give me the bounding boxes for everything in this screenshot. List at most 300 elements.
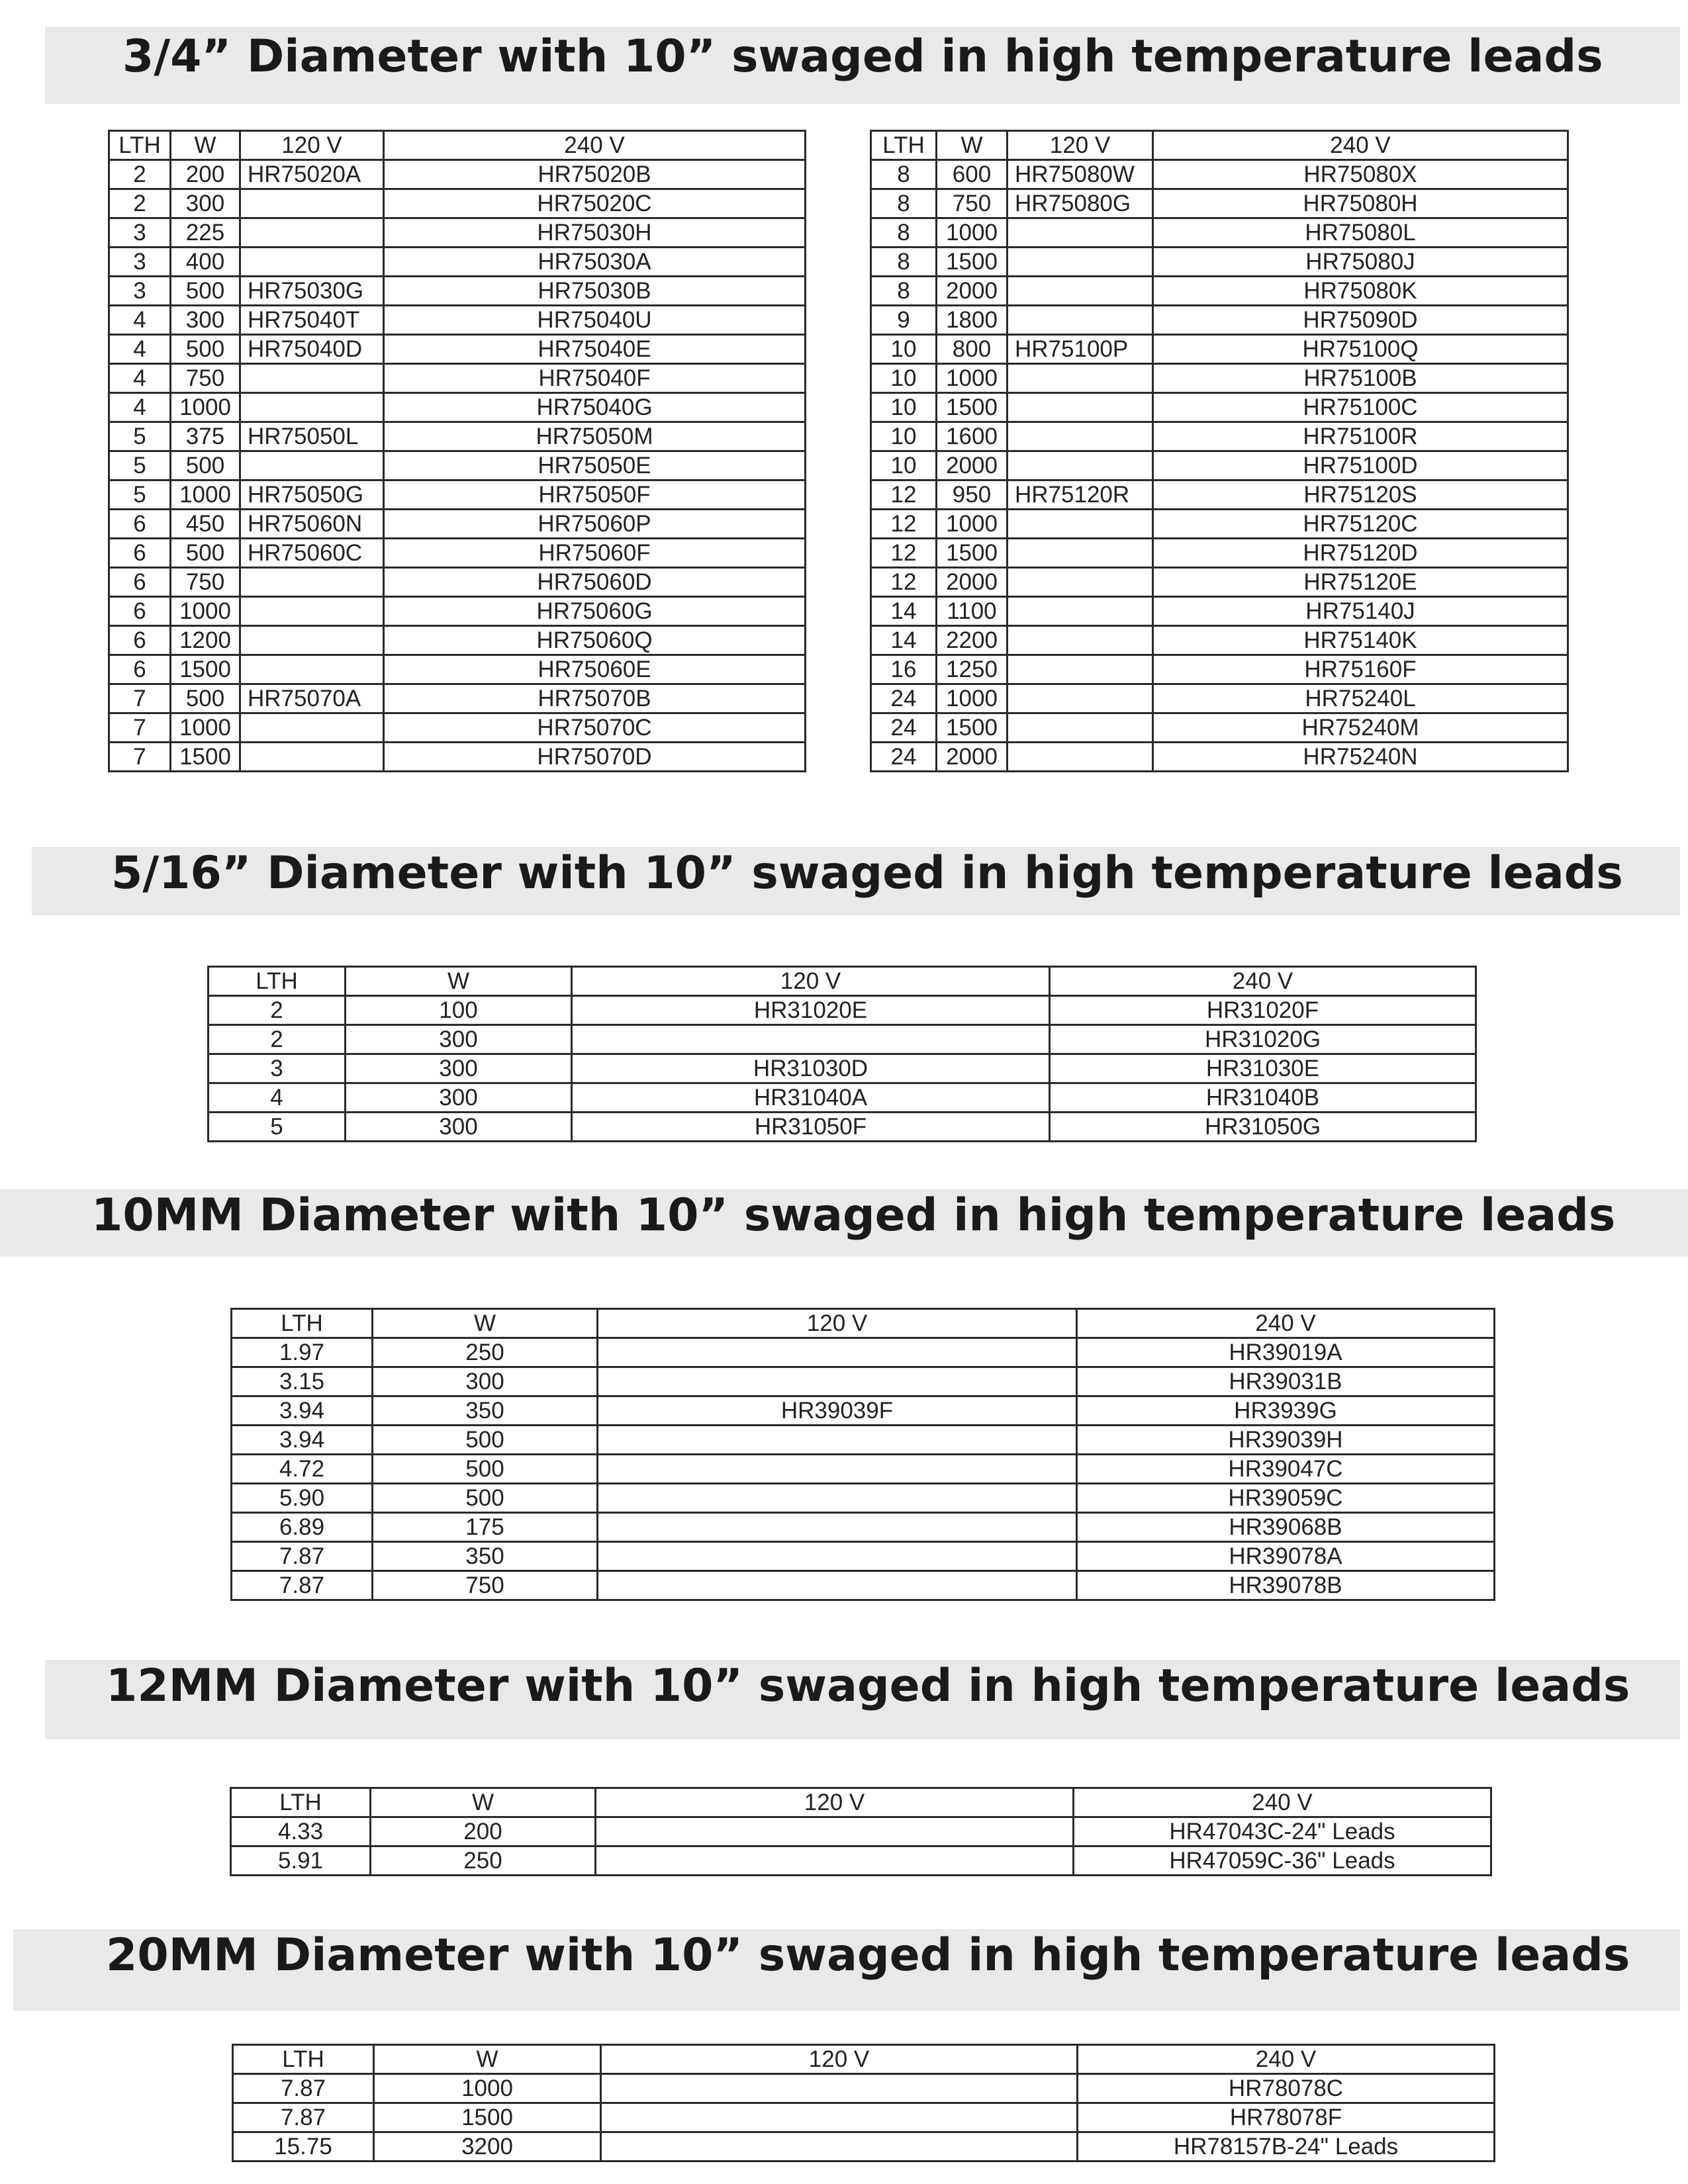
cell-120v-part (240, 626, 384, 655)
cell-length: 3 (109, 218, 171, 248)
cell-120v-part (598, 1426, 1077, 1455)
cell-240v-part: HR75030B (384, 277, 806, 306)
cell-240v-part: HR75070C (384, 713, 806, 743)
cell-length: 5 (109, 451, 171, 480)
cell-120v-part (1008, 364, 1153, 393)
cell-length: 6 (109, 597, 171, 626)
table-row (231, 1846, 1491, 1876)
cell-240v-part: HR31050G (1050, 1113, 1476, 1142)
cell-120v-part (240, 743, 384, 772)
cell-240v-part: HR75120C (1153, 510, 1568, 539)
cell-240v-part: HR75120D (1153, 539, 1568, 568)
cell-watts: 600 (937, 160, 1008, 189)
cell-120v-part (240, 189, 384, 218)
column-header: 240 V (1074, 1788, 1491, 1817)
table-row (871, 684, 1568, 713)
cell-watts: 1250 (937, 655, 1008, 684)
cell-watts: 2000 (937, 568, 1008, 597)
cell-watts: 1000 (171, 597, 240, 626)
table-row (109, 655, 806, 684)
cell-240v-part: HR75020B (384, 160, 806, 189)
cell-watts: 1000 (937, 218, 1008, 248)
cell-length: 16 (871, 655, 937, 684)
cell-240v-part: HR31020F (1050, 996, 1476, 1025)
cell-length: 24 (871, 743, 937, 772)
cell-240v-part: HR75100Q (1153, 335, 1568, 364)
table-row (232, 1338, 1495, 1367)
cell-120v-part (572, 1025, 1050, 1054)
cell-120v-part (1008, 713, 1153, 743)
cell-240v-part: HR75030H (384, 218, 806, 248)
table-row (232, 1513, 1495, 1542)
cell-240v-part: HR47043C-24" Leads (1074, 1817, 1491, 1846)
cell-watts: 400 (171, 248, 240, 277)
cell-watts: 1000 (937, 684, 1008, 713)
cell-watts: 3200 (374, 2132, 601, 2161)
cell-240v-part: HR75030A (384, 248, 806, 277)
table-row (232, 1396, 1495, 1426)
column-header: 240 V (384, 131, 806, 160)
cell-240v-part: HR47059C-36" Leads (1074, 1846, 1491, 1876)
cell-length: 8 (871, 248, 937, 277)
column-header: LTH (209, 967, 346, 996)
cell-watts: 1500 (374, 2103, 601, 2132)
table-row (109, 422, 806, 451)
cell-length: 8 (871, 160, 937, 189)
table-header-row (871, 131, 1568, 160)
cell-240v-part: HR39078B (1077, 1571, 1495, 1600)
cell-240v-part: HR75100R (1153, 422, 1568, 451)
cell-240v-part: HR75160F (1153, 655, 1568, 684)
cell-watts: 1000 (171, 393, 240, 422)
cell-length: 5 (109, 422, 171, 451)
cell-length: 24 (871, 684, 937, 713)
cell-120v-part (1008, 539, 1153, 568)
cell-length: 12 (871, 539, 937, 568)
table-12mm (230, 1787, 1492, 1876)
cell-watts: 300 (171, 306, 240, 335)
cell-240v-part: HR75240M (1153, 713, 1568, 743)
cell-length: 4 (109, 393, 171, 422)
cell-watts: 500 (171, 451, 240, 480)
cell-length: 15.75 (233, 2132, 374, 2161)
cell-120v-part (1008, 684, 1153, 713)
cell-120v-part (596, 1846, 1074, 1876)
cell-watts: 300 (346, 1025, 572, 1054)
cell-120v-part: HR75080G (1008, 189, 1153, 218)
column-header: 120 V (596, 1788, 1074, 1817)
table-header-row (209, 967, 1476, 996)
cell-120v-part (598, 1513, 1077, 1542)
table-row (232, 1571, 1495, 1600)
table-row (871, 306, 1568, 335)
table-row (232, 1367, 1495, 1396)
table-row (232, 1484, 1495, 1513)
cell-watts: 800 (937, 335, 1008, 364)
cell-240v-part: HR39047C (1077, 1455, 1495, 1484)
cell-watts: 1100 (937, 597, 1008, 626)
table-row (209, 1025, 1476, 1054)
cell-240v-part: HR75060E (384, 655, 806, 684)
cell-240v-part: HR31020G (1050, 1025, 1476, 1054)
cell-120v-part (1008, 277, 1153, 306)
cell-240v-part: HR75060D (384, 568, 806, 597)
cell-120v-part (598, 1367, 1077, 1396)
cell-120v-part: HR31030D (572, 1054, 1050, 1083)
cell-watts: 750 (937, 189, 1008, 218)
table-row (109, 568, 806, 597)
table-row (109, 277, 806, 306)
cell-240v-part: HR75120S (1153, 480, 1568, 510)
cell-120v-part (596, 1817, 1074, 1846)
cell-watts: 300 (346, 1113, 572, 1142)
cell-240v-part: HR75070B (384, 684, 806, 713)
cell-length: 10 (871, 451, 937, 480)
cell-240v-part: HR75040U (384, 306, 806, 335)
cell-120v-part (598, 1338, 1077, 1367)
cell-watts: 500 (373, 1426, 598, 1455)
cell-length: 3.94 (232, 1396, 373, 1426)
cell-watts: 200 (371, 1817, 596, 1846)
column-header: 120 V (1008, 131, 1153, 160)
cell-240v-part: HR39059C (1077, 1484, 1495, 1513)
cell-length: 5 (109, 480, 171, 510)
cell-120v-part: HR31050F (572, 1113, 1050, 1142)
table-row (871, 568, 1568, 597)
cell-240v-part: HR78078F (1078, 2103, 1495, 2132)
cell-watts: 300 (373, 1367, 598, 1396)
column-header: LTH (233, 2045, 374, 2074)
cell-240v-part: HR75050E (384, 451, 806, 480)
table-row (209, 996, 1476, 1025)
cell-watts: 2000 (937, 743, 1008, 772)
cell-length: 7.87 (233, 2103, 374, 2132)
cell-240v-part: HR75120E (1153, 568, 1568, 597)
cell-120v-part (598, 1571, 1077, 1600)
table-row (871, 160, 1568, 189)
cell-120v-part (1008, 655, 1153, 684)
cell-120v-part (240, 393, 384, 422)
cell-120v-part (1008, 218, 1153, 248)
column-header: W (371, 1788, 596, 1817)
table-3-4-right (870, 130, 1569, 772)
cell-watts: 300 (346, 1083, 572, 1113)
cell-length: 4 (109, 335, 171, 364)
column-header: LTH (231, 1788, 371, 1817)
cell-240v-part: HR39078A (1077, 1542, 1495, 1571)
cell-length: 10 (871, 364, 937, 393)
cell-watts: 500 (171, 539, 240, 568)
table-row (871, 218, 1568, 248)
table-row (209, 1113, 1476, 1142)
column-header: 240 V (1050, 967, 1476, 996)
heading-5-16-inch: 5/16” Diameter with 10” swaged in high temperature leads (111, 847, 1623, 899)
cell-length: 6 (109, 655, 171, 684)
cell-120v-part (598, 1542, 1077, 1571)
column-header: W (374, 2045, 601, 2074)
cell-watts: 1500 (937, 713, 1008, 743)
table-row (871, 189, 1568, 218)
table-row (871, 451, 1568, 480)
cell-length: 6 (109, 539, 171, 568)
table-row (109, 451, 806, 480)
cell-120v-part (598, 1455, 1077, 1484)
cell-watts: 350 (373, 1396, 598, 1426)
cell-watts: 300 (171, 189, 240, 218)
table-row (871, 335, 1568, 364)
table-row (871, 510, 1568, 539)
cell-240v-part: HR75060F (384, 539, 806, 568)
column-header: 240 V (1078, 2045, 1495, 2074)
cell-120v-part: HR75120R (1008, 480, 1153, 510)
cell-240v-part: HR75020C (384, 189, 806, 218)
cell-240v-part: HR75040F (384, 364, 806, 393)
column-header: 240 V (1077, 1309, 1495, 1338)
cell-watts: 500 (373, 1484, 598, 1513)
cell-240v-part: HR78078C (1078, 2074, 1495, 2103)
cell-length: 14 (871, 597, 937, 626)
cell-length: 3.94 (232, 1426, 373, 1455)
table-row (109, 189, 806, 218)
heading-12mm: 12MM Diameter with 10” swaged in high temperature leads (106, 1660, 1630, 1712)
table-row (109, 306, 806, 335)
table-row (871, 626, 1568, 655)
cell-120v-part: HR75060N (240, 510, 384, 539)
table-row (871, 364, 1568, 393)
table-row (109, 743, 806, 772)
cell-120v-part (601, 2132, 1078, 2161)
cell-240v-part: HR75080K (1153, 277, 1568, 306)
cell-watts: 1500 (937, 248, 1008, 277)
table-row (109, 160, 806, 189)
column-header: LTH (109, 131, 171, 160)
table-row (109, 335, 806, 364)
cell-240v-part: HR75100C (1153, 393, 1568, 422)
cell-length: 1.97 (232, 1338, 373, 1367)
table-row (232, 1455, 1495, 1484)
table-row (871, 597, 1568, 626)
column-header: 120 V (240, 131, 384, 160)
cell-length: 7 (109, 743, 171, 772)
cell-watts: 1500 (171, 655, 240, 684)
cell-watts: 1000 (171, 480, 240, 510)
cell-watts: 1000 (171, 713, 240, 743)
cell-240v-part: HR75040G (384, 393, 806, 422)
column-header: 120 V (601, 2045, 1078, 2074)
cell-length: 4.72 (232, 1455, 373, 1484)
table-header-row (109, 131, 806, 160)
cell-watts: 750 (171, 568, 240, 597)
cell-120v-part: HR31040A (572, 1083, 1050, 1113)
cell-watts: 375 (171, 422, 240, 451)
cell-120v-part (1008, 451, 1153, 480)
cell-120v-part (1008, 422, 1153, 451)
cell-length: 7.87 (233, 2074, 374, 2103)
cell-watts: 1000 (937, 510, 1008, 539)
cell-120v-part (601, 2074, 1078, 2103)
cell-watts: 500 (171, 684, 240, 713)
column-header: LTH (232, 1309, 373, 1338)
cell-watts: 950 (937, 480, 1008, 510)
cell-watts: 500 (171, 277, 240, 306)
cell-120v-part: HR75100P (1008, 335, 1153, 364)
cell-watts: 250 (373, 1338, 598, 1367)
cell-240v-part: HR39068B (1077, 1513, 1495, 1542)
table-row (232, 1426, 1495, 1455)
cell-length: 10 (871, 393, 937, 422)
cell-240v-part: HR75060Q (384, 626, 806, 655)
table-row (109, 539, 806, 568)
cell-length: 8 (871, 277, 937, 306)
cell-120v-part (1008, 568, 1153, 597)
table-row (871, 422, 1568, 451)
cell-watts: 1600 (937, 422, 1008, 451)
table-row (109, 248, 806, 277)
cell-240v-part: HR78157B-24" Leads (1078, 2132, 1495, 2161)
cell-120v-part: HR75040D (240, 335, 384, 364)
cell-length: 3 (109, 248, 171, 277)
cell-length: 2 (109, 189, 171, 218)
table-10mm (230, 1308, 1495, 1601)
heading-3-4-inch: 3/4” Diameter with 10” swaged in high temperature leads (122, 30, 1603, 83)
cell-120v-part (1008, 597, 1153, 626)
cell-watts: 175 (373, 1513, 598, 1542)
cell-120v-part (240, 248, 384, 277)
cell-length: 2 (209, 1025, 346, 1054)
cell-120v-part (1008, 743, 1153, 772)
cell-120v-part (1008, 510, 1153, 539)
cell-240v-part: HR75050M (384, 422, 806, 451)
cell-watts: 750 (171, 364, 240, 393)
column-header: 120 V (598, 1309, 1077, 1338)
cell-240v-part: HR75080J (1153, 248, 1568, 277)
cell-watts: 250 (371, 1846, 596, 1876)
cell-watts: 1500 (171, 743, 240, 772)
cell-120v-part: HR75020A (240, 160, 384, 189)
cell-120v-part (1008, 626, 1153, 655)
cell-watts: 1000 (937, 364, 1008, 393)
heading-20mm: 20MM Diameter with 10” swaged in high temperature leads (106, 1929, 1630, 1981)
cell-120v-part (240, 597, 384, 626)
cell-120v-part (598, 1484, 1077, 1513)
table-row (109, 597, 806, 626)
column-header: W (346, 967, 572, 996)
cell-length: 6 (109, 568, 171, 597)
column-header: W (937, 131, 1008, 160)
cell-240v-part: HR75090D (1153, 306, 1568, 335)
cell-length: 7.87 (232, 1571, 373, 1600)
table-row (109, 364, 806, 393)
cell-240v-part: HR75070D (384, 743, 806, 772)
cell-length: 24 (871, 713, 937, 743)
cell-watts: 500 (171, 335, 240, 364)
cell-watts: 200 (171, 160, 240, 189)
column-header: 240 V (1153, 131, 1568, 160)
cell-120v-part (1008, 248, 1153, 277)
cell-120v-part: HR75080W (1008, 160, 1153, 189)
cell-120v-part: HR75070A (240, 684, 384, 713)
table-20mm (232, 2044, 1495, 2162)
table-row (871, 539, 1568, 568)
table-row (233, 2132, 1495, 2161)
cell-240v-part: HR31040B (1050, 1083, 1476, 1113)
table-row (109, 480, 806, 510)
cell-120v-part (240, 364, 384, 393)
cell-120v-part: HR75050G (240, 480, 384, 510)
cell-length: 3 (209, 1054, 346, 1083)
cell-length: 2 (109, 160, 171, 189)
cell-watts: 1500 (937, 539, 1008, 568)
column-header: LTH (871, 131, 937, 160)
cell-240v-part: HR75080H (1153, 189, 1568, 218)
cell-watts: 1200 (171, 626, 240, 655)
cell-watts: 1000 (374, 2074, 601, 2103)
table-row (232, 1542, 1495, 1571)
cell-120v-part (240, 218, 384, 248)
cell-watts: 750 (373, 1571, 598, 1600)
cell-length: 5.90 (232, 1484, 373, 1513)
table-row (109, 626, 806, 655)
cell-watts: 1500 (937, 393, 1008, 422)
cell-length: 9 (871, 306, 937, 335)
cell-120v-part: HR75040T (240, 306, 384, 335)
table-3-4-left (108, 130, 806, 772)
cell-length: 8 (871, 218, 937, 248)
cell-length: 4 (209, 1083, 346, 1113)
cell-120v-part (601, 2103, 1078, 2132)
table-row (233, 2103, 1495, 2132)
cell-120v-part: HR75030G (240, 277, 384, 306)
cell-240v-part: HR39039H (1077, 1426, 1495, 1455)
cell-240v-part: HR75080L (1153, 218, 1568, 248)
cell-240v-part: HR3939G (1077, 1396, 1495, 1426)
cell-length: 10 (871, 422, 937, 451)
cell-240v-part: HR75040E (384, 335, 806, 364)
table-header-row (233, 2045, 1495, 2074)
table-header-row (232, 1309, 1495, 1338)
table-row (109, 218, 806, 248)
cell-watts: 300 (346, 1054, 572, 1083)
cell-length: 3 (109, 277, 171, 306)
cell-240v-part: HR75240L (1153, 684, 1568, 713)
table-row (871, 713, 1568, 743)
table-row (871, 248, 1568, 277)
cell-120v-part (240, 568, 384, 597)
cell-length: 4.33 (231, 1817, 371, 1846)
cell-length: 7.87 (232, 1542, 373, 1571)
cell-240v-part: HR31030E (1050, 1054, 1476, 1083)
cell-length: 6 (109, 510, 171, 539)
column-header: W (373, 1309, 598, 1338)
cell-length: 4 (109, 364, 171, 393)
table-row (109, 684, 806, 713)
column-header: W (171, 131, 240, 160)
table-row (871, 277, 1568, 306)
cell-240v-part: HR75060G (384, 597, 806, 626)
cell-length: 4 (109, 306, 171, 335)
cell-length: 8 (871, 189, 937, 218)
cell-length: 6 (109, 626, 171, 655)
table-row (871, 393, 1568, 422)
cell-120v-part: HR31020E (572, 996, 1050, 1025)
cell-240v-part: HR39031B (1077, 1367, 1495, 1396)
table-row (871, 743, 1568, 772)
cell-length: 6.89 (232, 1513, 373, 1542)
cell-watts: 500 (373, 1455, 598, 1484)
table-row (109, 393, 806, 422)
cell-watts: 2000 (937, 277, 1008, 306)
cell-240v-part: HR75080X (1153, 160, 1568, 189)
